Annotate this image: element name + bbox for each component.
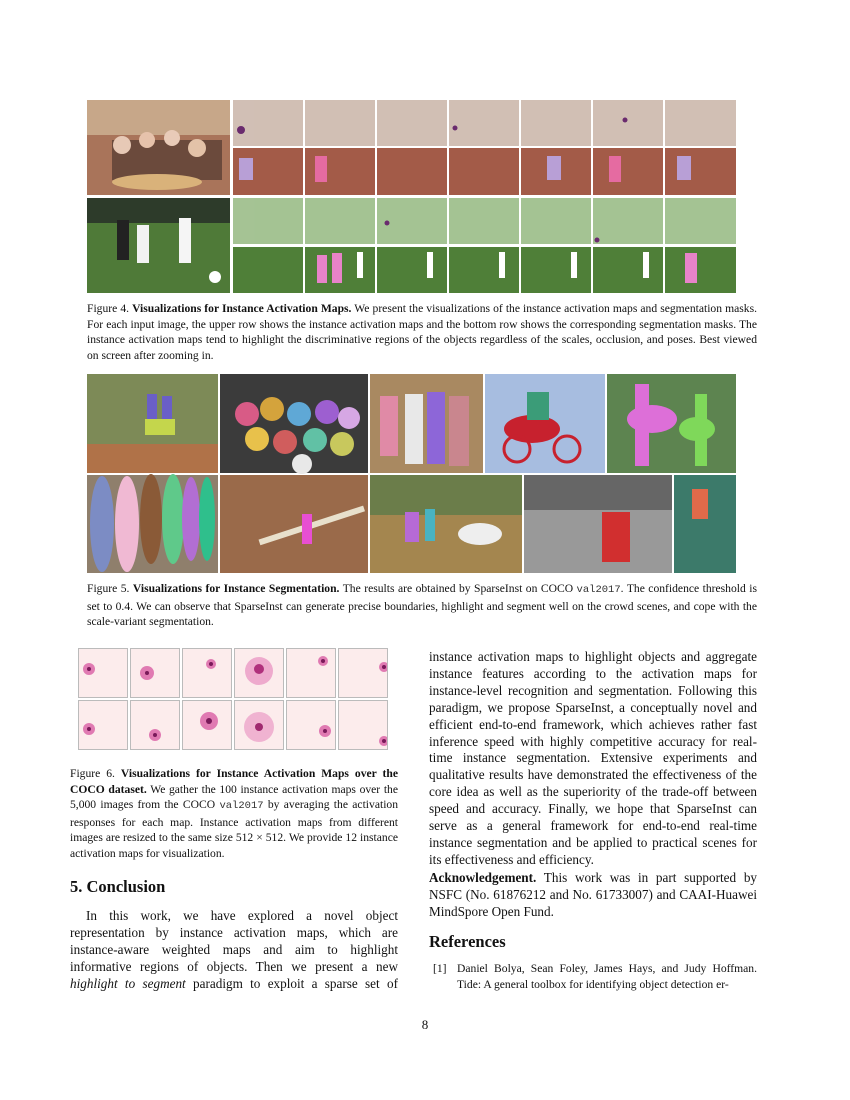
conclusion-paragraph-right: [429, 649, 757, 868]
activation-map-tile: [234, 700, 284, 750]
figure-6-label: Figure 6.: [70, 767, 115, 780]
figure-4-image: [87, 100, 736, 293]
reference-text: Daniel Bolya, Sean Foley, James Hays, and Judy Hoffman. Tide: A general toolbox for identifying object detection er-: [457, 962, 757, 991]
references-heading: References: [429, 932, 506, 951]
activation-map-tile: [78, 648, 128, 698]
activation-map-tile: [182, 648, 232, 698]
figure-4-text: We present the visualizations of the instance activation maps and segmentation masks. For each input image, the upper row shows the instance activation maps and the bottom row shows the corresponding segmentation masks. The instance activation maps tend to highlight the discriminative regions of the objects regardless of the scales, occlusion, and poses. Best viewed on screen after zooming in.: [87, 302, 757, 362]
acknowledgement: [429, 870, 757, 921]
figure-5-label: Figure 5.: [87, 582, 130, 595]
figure-4-label: Figure 4.: [87, 302, 130, 315]
figure-6-text-b: by averaging the activation responses for each map. Instance activation maps from different images are resized to the same size 512 × 512. We provide 12 instance activation maps for visualization.: [70, 798, 399, 860]
activation-map-tile: [338, 700, 388, 750]
conclusion-text-b-continued: instance activation maps to highlight objects and aggregate instance features according to the activation maps for instance-level recognition and segmentation. Following this paradigm, we propose SparseInst, a conceptually novel and efficient end-to-end framework, which achieves rather fast inference speed with highly competitive accuracy for real-time instance segmentation. Extensive experiments and qualitative results have demonstrated the effectiveness of the core idea as well as the superiority of the trade-off between speed and accuracy. Finally, we hope that SparseInst can serve as a general framework for end-to-end real-time instance segmentation and be applied to practical scenes for its effectiveness and efficiency.: [429, 649, 757, 867]
figure-4-caption: [87, 301, 757, 363]
figure-5-title: Visualizations for Instance Segmentation.: [132, 582, 340, 595]
page-number: 8: [421, 1017, 429, 1032]
activation-map-tile: [78, 700, 128, 750]
acknowledgement-text: This work was in part supported by NSFC (No. 61876212 and No. 61733007) and CAAI-Huawei MindSpore Open Fund.: [429, 870, 758, 919]
figure-5-image: [87, 374, 736, 573]
reference-number: [1]: [433, 962, 447, 975]
figure-6-code: val2017: [219, 800, 264, 812]
reference-item: [429, 961, 757, 992]
activation-map-tile: [130, 648, 180, 698]
activation-map-tile: [234, 648, 284, 698]
figure-6-caption: [70, 766, 398, 861]
figure-5-caption: [87, 581, 757, 630]
figure-6-title: Visualizations for Instance Activation Maps over the COCO dataset.: [70, 767, 398, 796]
conclusion-paragraph-left: [70, 908, 398, 992]
figure-5-text-b: . The confidence threshold is set to 0.4. We can observe that SparseInst can generate precise boundaries, highlight and segment well on the crowd scenes, and cope with the scale-variant segmentation.: [87, 582, 757, 628]
conclusion-emphasis: highlight to segment: [70, 975, 186, 991]
figure-5-text-a: The results are obtained by SparseInst on COCO: [342, 582, 574, 595]
activation-map-tile: [286, 700, 336, 750]
figure-6-image: [78, 648, 390, 752]
activation-map-tile: [130, 700, 180, 750]
figure-4-title: Visualizations for Instance Activation Maps.: [132, 302, 352, 315]
conclusion-text-a: In this work, we have explored a novel object representation by instance activation maps, which are instance-aware weighted maps and aim to highlight informative regions of objects. Then we present a new: [70, 908, 398, 974]
figure-6-text-a: We gather the 100 instance activation maps over the 5,000 images from the COCO: [70, 782, 398, 811]
activation-map-tile: [182, 700, 232, 750]
conclusion-heading: 5. Conclusion: [70, 877, 166, 896]
conclusion-text-b: paradigm to exploit a sparse set of: [193, 975, 398, 991]
acknowledgement-label: Acknowledgement.: [429, 870, 537, 885]
figure-5-code: val2017: [576, 584, 621, 596]
activation-map-tile: [286, 648, 336, 698]
activation-map-tile: [338, 648, 388, 698]
